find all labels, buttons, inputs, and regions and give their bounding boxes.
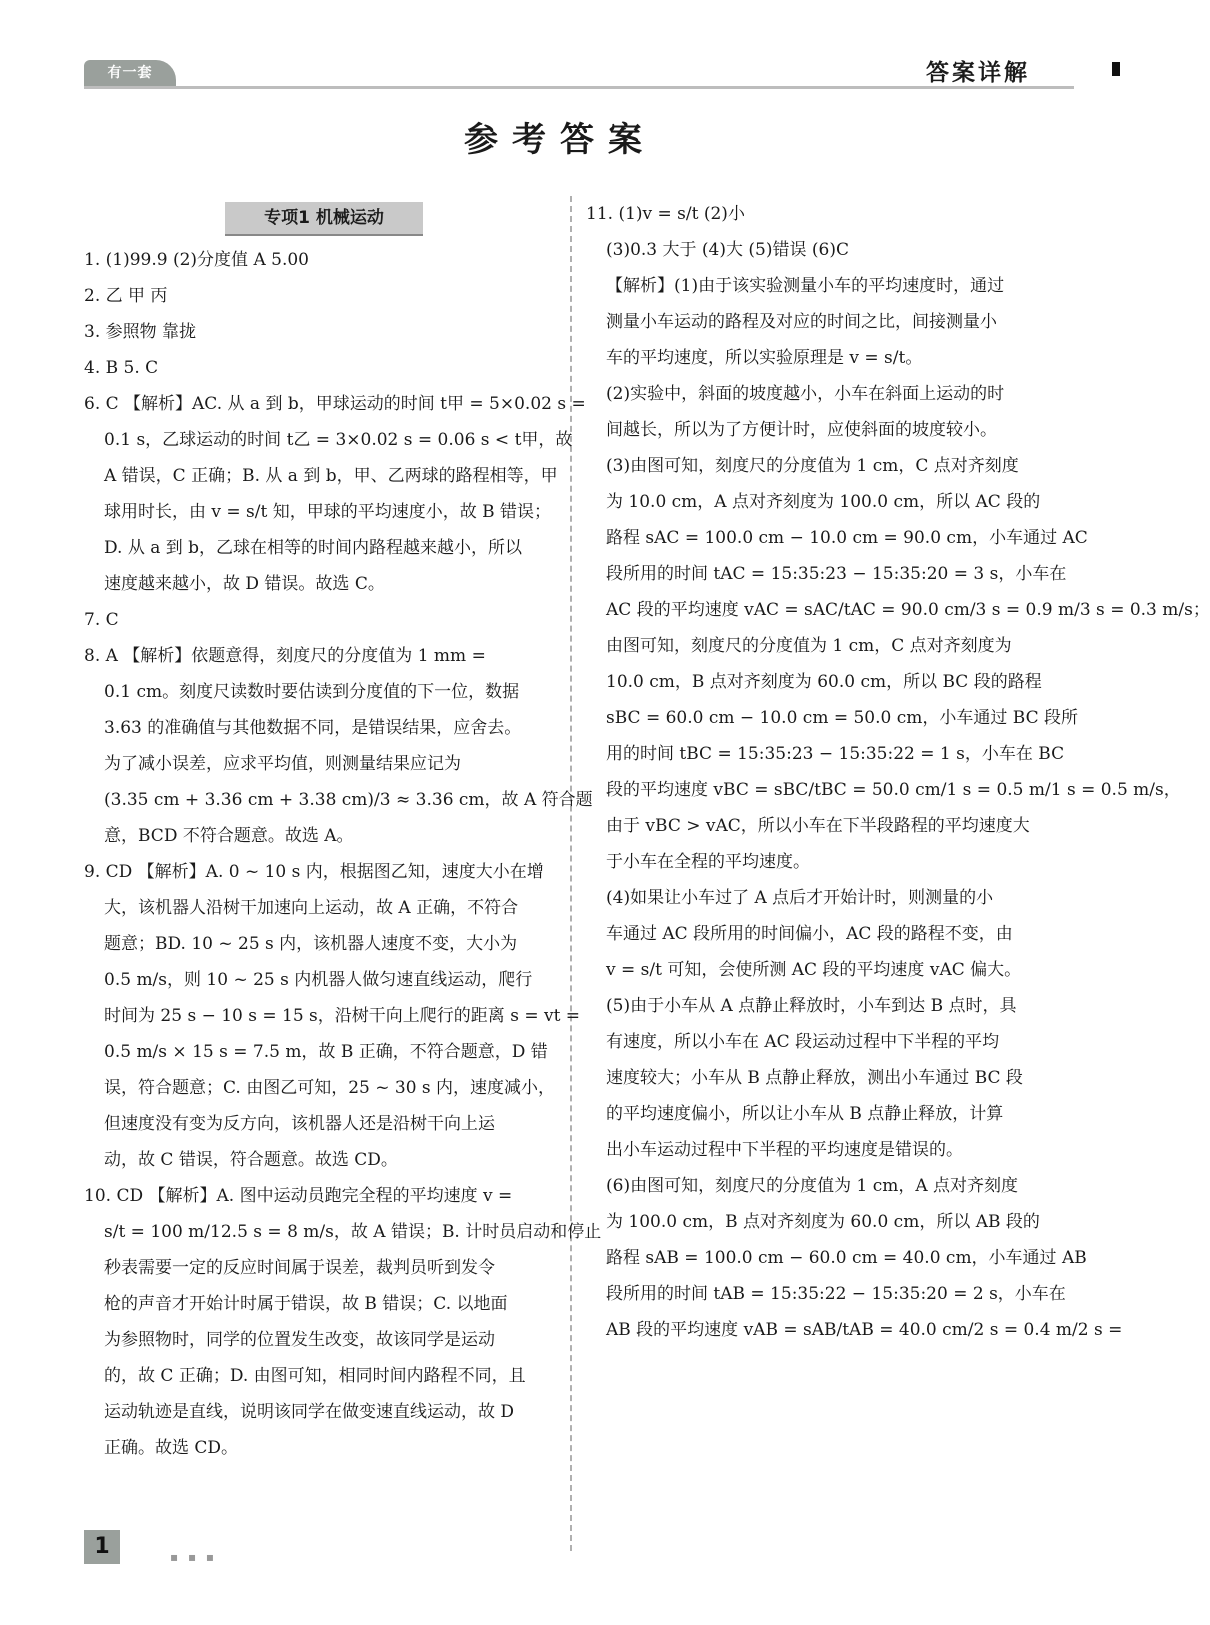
answer-line: 路程 sAB = 100.0 cm − 60.0 cm = 40.0 cm，小车通过 AB <box>606 1248 1087 1268</box>
answer-line: 4. B 5. C <box>84 358 159 378</box>
answer-line: (6)由图可知，刻度尺的分度值为 1 cm，A 点对齐刻度 <box>606 1176 1019 1196</box>
answer-line: 7. C <box>84 610 119 630</box>
answer-line: 时间为 25 s − 10 s = 15 s，沿树干向上爬行的距离 s = vt = <box>104 1006 581 1026</box>
answer-line: 球用时长，由 v = s/t 知，甲球的平均速度小，故 B 错误； <box>104 502 552 522</box>
page-edge-mark <box>1112 62 1120 76</box>
answer-line: 速度越来越小，故 D 错误。故选 C。 <box>104 574 385 594</box>
answer-line: 【解析】(1)由于该实验测量小车的平均速度时，通过 <box>606 276 1005 296</box>
answer-line: 3.63 的准确值与其他数据不同，是错误结果，应舍去。 <box>104 718 522 738</box>
answer-line: 车通过 AC 段所用的时间偏小，AC 段的路程不变，由 <box>606 924 1013 944</box>
answer-line: 枪的声音才开始计时属于错误，故 B 错误；C. 以地面 <box>104 1294 508 1314</box>
answer-line: 为参照物时，同学的位置发生改变，故该同学是运动 <box>104 1330 495 1350</box>
answer-line: 9. CD 【解析】A. 0 ~ 10 s 内，根据图乙知，速度大小在增 <box>84 862 544 882</box>
answer-line: 为了减小误差，应求平均值，则测量结果应记为 <box>104 754 461 774</box>
answer-line: 10.0 cm，B 点对齐刻度为 60.0 cm，所以 BC 段的路程 <box>606 672 1042 692</box>
answer-line: 路程 sAC = 100.0 cm − 10.0 cm = 90.0 cm，小车通过 AC <box>606 528 1088 548</box>
answer-line: 题意；BD. 10 ~ 25 s 内，该机器人速度不变，大小为 <box>104 934 518 954</box>
answer-line: 出小车运动过程中下半程的平均速度是错误的。 <box>606 1140 963 1160</box>
answer-line: 运动轨迹是直线，说明该同学在做变速直线运动，故 D <box>104 1402 515 1422</box>
answer-line: 由图可知，刻度尺的分度值为 1 cm，C 点对齐刻度为 <box>606 636 1012 656</box>
answer-line: s/t = 100 m/12.5 s = 8 m/s，故 A 错误；B. 计时员启动和停止 <box>104 1222 602 1242</box>
page-title: 参考答案 <box>464 120 656 160</box>
answer-line: 0.5 m/s，则 10 ~ 25 s 内机器人做匀速直线运动，爬行 <box>104 970 533 990</box>
answer-line: 8. A 【解析】依题意得，刻度尺的分度值为 1 mm = <box>84 646 486 666</box>
page-header <box>84 50 1074 90</box>
answer-line: 10. CD 【解析】A. 图中运动员跑完全程的平均速度 v = <box>84 1186 513 1206</box>
answer-line: 动，故 C 错误，符合题意。故选 CD。 <box>104 1150 398 1170</box>
answer-line: 3. 参照物 靠拢 <box>84 322 197 342</box>
answer-line: 0.1 cm。刻度尺读数时要估读到分度值的下一位，数据 <box>104 682 520 702</box>
answer-line: 为 10.0 cm，A 点对齐刻度为 100.0 cm，所以 AC 段的 <box>606 492 1041 512</box>
answer-line: D. 从 a 到 b，乙球在相等的时间内路程越来越小，所以 <box>104 538 523 558</box>
answer-line: 为 100.0 cm，B 点对齐刻度为 60.0 cm，所以 AB 段的 <box>606 1212 1040 1232</box>
answer-line: 11. (1)v = s/t (2)小 <box>586 204 745 224</box>
answer-line: 段所用的时间 tAB = 15:35:22 − 15:35:20 = 2 s，小车在 <box>606 1284 1066 1304</box>
answer-line: sBC = 60.0 cm − 10.0 cm = 50.0 cm，小车通过 BC 段所 <box>606 708 1079 728</box>
answer-line: 秒表需要一定的反应时间属于误差，裁判员听到发令 <box>104 1258 495 1278</box>
answer-line: 有速度，所以小车在 AC 段运动过程中下半程的平均 <box>606 1032 1000 1052</box>
answer-line: 测量小车运动的路程及对应的时间之比，间接测量小 <box>606 312 997 332</box>
answer-line: 由于 vBC > vAC，所以小车在下半段路程的平均速度大 <box>606 816 1030 836</box>
answer-line: 车的平均速度，所以实验原理是 v = s/t。 <box>606 348 923 368</box>
answer-line: (2)实验中，斜面的坡度越小，小车在斜面上运动的时 <box>606 384 1005 404</box>
answer-line: 于小车在全程的平均速度。 <box>606 852 810 872</box>
answer-line: 用的时间 tBC = 15:35:23 − 15:35:22 = 1 s，小车在 BC <box>606 744 1065 764</box>
answer-line: 2. 乙 甲 丙 <box>84 286 168 306</box>
answer-line: 误，符合题意；C. 由图乙可知，25 ~ 30 s 内，速度减小， <box>104 1078 556 1098</box>
brand-tab: 有一套 <box>84 60 176 86</box>
answer-line: (4)如果让小车过了 A 点后才开始计时，则测量的小 <box>606 888 994 908</box>
answer-line: 间越长，所以为了方便计时，应使斜面的坡度较小。 <box>606 420 997 440</box>
answer-line: AB 段的平均速度 vAB = sAB/tAB = 40.0 cm/2 s = 0.4 m/2 s = <box>606 1320 1123 1340</box>
answer-line: (3)由图可知，刻度尺的分度值为 1 cm，C 点对齐刻度 <box>606 456 1019 476</box>
answer-line: 正确。故选 CD。 <box>104 1438 239 1458</box>
answer-line: (3.35 cm + 3.36 cm + 3.38 cm)/3 ≈ 3.36 cm，故 A 符合题 <box>104 790 593 810</box>
answer-line: v = s/t 可知，会使所测 AC 段的平均速度 vAC 偏大。 <box>606 960 1022 980</box>
left-column <box>84 196 602 1466</box>
footer-dots-decoration: ▪ ▪ ▪ <box>170 1550 218 1564</box>
answer-line: 段的平均速度 vBC = sBC/tBC = 50.0 cm/1 s = 0.5 m/1 s = 0.5 m/s， <box>606 780 1181 800</box>
answer-line: A 错误，C 正确；B. 从 a 到 b，甲、乙两球的路程相等，甲 <box>104 466 558 486</box>
section-heading: 专项1 机械运动 <box>225 202 423 236</box>
answer-line: 意，BCD 不符合题意。故选 A。 <box>104 826 354 846</box>
answer-line: 1. (1)99.9 (2)分度值 A 5.00 <box>84 250 309 270</box>
header-title: 答案详解 <box>926 60 1030 86</box>
answer-line: 0.1 s，乙球运动的时间 t乙 = 3×0.02 s = 0.06 s < t甲，故 <box>104 430 573 450</box>
answer-line: 大，该机器人沿树干加速向上运动，故 A 正确，不符合 <box>104 898 519 918</box>
page-number: 1 <box>84 1530 120 1564</box>
answer-line: AC 段的平均速度 vAC = sAC/tAC = 90.0 cm/3 s = 0.9 m/3 s = 0.3 m/s； <box>606 600 1210 620</box>
answer-line: 6. C 【解析】AC. 从 a 到 b，甲球运动的时间 t甲 = 5×0.02 s = <box>84 394 586 414</box>
answer-line: 0.5 m/s × 15 s = 7.5 m，故 B 正确，不符合题意，D 错 <box>104 1042 548 1062</box>
answer-line: 但速度没有变为反方向，该机器人还是沿树干向上运 <box>104 1114 495 1134</box>
answer-line: 的平均速度偏小，所以让小车从 B 点静止释放，计算 <box>606 1104 1004 1124</box>
answer-line: 的，故 C 正确；D. 由图可知，相同时间内路程不同，且 <box>104 1366 526 1386</box>
right-column <box>586 196 1210 1348</box>
answer-line: 段所用的时间 tAC = 15:35:23 − 15:35:20 = 3 s，小车在 <box>606 564 1067 584</box>
answer-line: 速度较大；小车从 B 点静止释放，测出小车通过 BC 段 <box>606 1068 1023 1088</box>
answer-line: (5)由于小车从 A 点静止释放时，小车到达 B 点时，具 <box>606 996 1017 1016</box>
header-divider <box>84 86 1074 89</box>
answer-line: (3)0.3 大于 (4)大 (5)错误 (6)C <box>606 240 849 260</box>
